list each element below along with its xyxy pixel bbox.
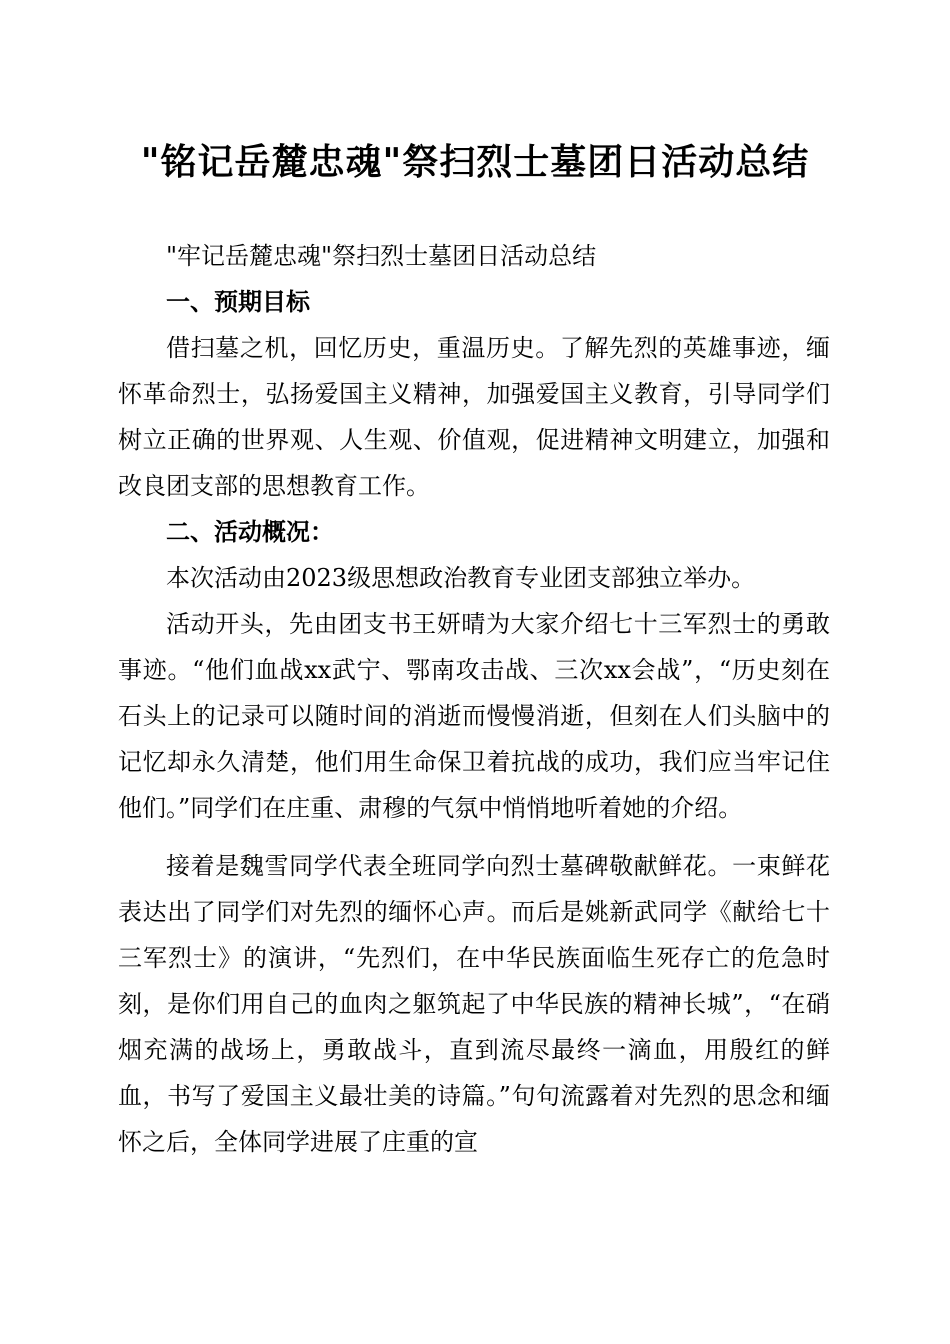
section-heading-overview: 二、活动概况： bbox=[166, 518, 334, 546]
organizer-paragraph: 本次活动由2023级思想政治教育专业团支部独立举办。 bbox=[166, 564, 756, 592]
opening-paragraph: 活动开头，先由团支书王妍晴为大家介绍七十三军烈士的勇敢事迹。“他们血战xx武宁、鄂南攻击战、三次xx会战”，“历史刻在石头上的记录可以随时间的消逝而慢慢消逝，但刻在人们头脑中的记忆却永久清楚，他们用生命保卫着抗战的成功，我们应当牢记住他们。”同学们在庄重、肃穆的气氛中悄悄地听着她的介绍。 bbox=[118, 610, 830, 822]
goals-paragraph: 借扫墓之机，回忆历史，重温历史。了解先烈的英雄事迹，缅怀革命烈士，弘扬爱国主义精神，加强爱国主义教育，引导同学们树立正确的世界观、人生观、价值观，促进精神文明建立，加强和改良团支部的思想教育工作。 bbox=[118, 334, 830, 500]
section-heading-goals: 一、预期目标 bbox=[166, 288, 310, 316]
document-body bbox=[118, 233, 830, 1165]
flowers-speech-paragraph: 接着是魏雪同学代表全班同学向烈士墓碑敬献鲜花。一束鲜花表达出了同学们对先烈的缅怀心声。而后是姚新武同学《献给七十三军烈士》的演讲，“先烈们，在中华民族面临生死存亡的危急时刻，是你们用自己的血肉之躯筑起了中华民族的精神长城”，“在硝烟充满的战场上，勇敢战斗，直到流尽最终一滴血，用殷红的鲜血，书写了爱国主义最壮美的诗篇。”句句流露着对先烈的思念和缅怀之后，全体同学进展了庄重的宣 bbox=[118, 852, 830, 1156]
subtitle-paragraph: "牢记岳麓忠魂"祭扫烈士墓团日活动总结 bbox=[166, 242, 597, 270]
document-title: "铭记岳麓忠魂"祭扫烈士墓团日活动总结 bbox=[140, 141, 810, 183]
